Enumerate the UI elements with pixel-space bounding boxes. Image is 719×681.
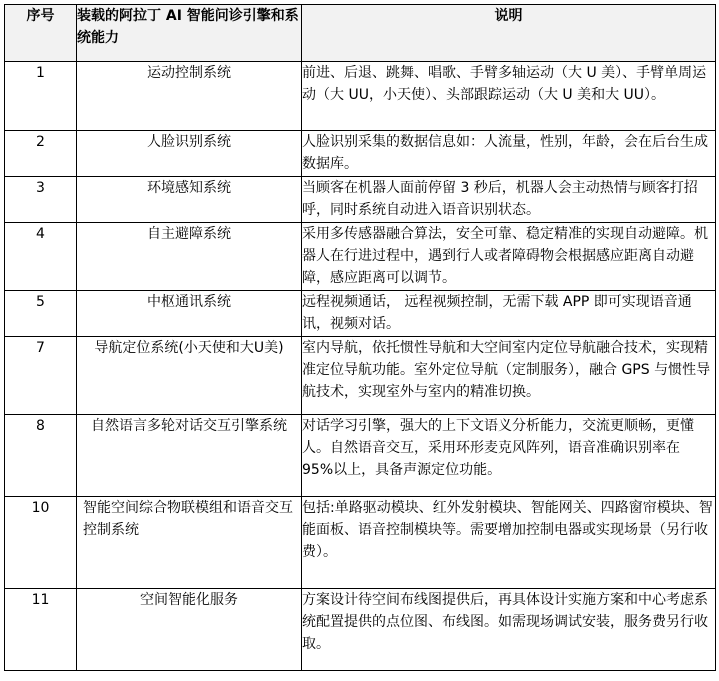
table-row bbox=[5, 497, 716, 589]
row-no: 7 bbox=[5, 337, 77, 415]
row-no: 10 bbox=[5, 497, 77, 589]
table-row bbox=[5, 177, 716, 223]
row-no: 1 bbox=[5, 62, 77, 131]
row-system: 中枢通讯系统 bbox=[77, 291, 302, 337]
row-description: 包括:单路驱动模块、红外发射模块、智能网关、四路窗帘模块、智能面板、语音控制模块等。需要增加控制电器或实现场景（另行收费）。 bbox=[302, 497, 716, 589]
table-row bbox=[5, 223, 716, 291]
row-description: 当顾客在机器人面前停留 3 秒后，机器人会主动热情与顾客打招呼，同时系统自动进入语音识别状态。 bbox=[302, 177, 716, 223]
header-description: 说明 bbox=[302, 5, 716, 62]
row-description: 方案设计待空间布线图提供后，再具体设计实施方案和中心考虑系统配置提供的点位图、布线图。如需现场调试安装，服务费另行收取。 bbox=[302, 589, 716, 671]
header-row bbox=[5, 5, 716, 62]
row-description: 远程视频通话， 远程视频控制，无需下载 APP 即可实现语音通讯，视频对话。 bbox=[302, 291, 716, 337]
row-system: 自然语言多轮对话交互引擎系统 bbox=[77, 415, 302, 497]
row-description: 前进、后退、跳舞、唱歌、手臂多轴运动（大 U 美）、手臂单周运动（大 UU，小天使）、头部跟踪运动（大 U 美和大 UU）。 bbox=[302, 62, 716, 131]
header-no: 序号 bbox=[5, 5, 77, 62]
row-no: 2 bbox=[5, 131, 77, 177]
table-row bbox=[5, 337, 716, 415]
row-system: 智能空间综合物联模组和语音交互控制系统 bbox=[77, 497, 302, 589]
row-no: 3 bbox=[5, 177, 77, 223]
header-system: 装载的阿拉丁 AI 智能问诊引擎和系统能力 bbox=[77, 5, 302, 62]
row-no: 5 bbox=[5, 291, 77, 337]
row-system: 人脸识别系统 bbox=[77, 131, 302, 177]
row-no: 11 bbox=[5, 589, 77, 671]
row-description: 室内导航，依托惯性导航和大空间室内定位导航融合技术，实现精准定位导航功能。室外定位导航（定制服务），融合 GPS 与惯性导航技术，实现室外与室内的精准切换。 bbox=[302, 337, 716, 415]
row-no: 4 bbox=[5, 223, 77, 291]
table-row bbox=[5, 589, 716, 671]
table-row bbox=[5, 415, 716, 497]
row-description: 人脸识别采集的数据信息如：人流量，性别，年龄，会在后台生成数据库。 bbox=[302, 131, 716, 177]
row-no: 8 bbox=[5, 415, 77, 497]
row-description: 采用多传感器融合算法，安全可靠、稳定精准的实现自动避障。机器人在行进过程中，遇到行人或者障碍物会根据感应距离自动避障，感应距离可以调节。 bbox=[302, 223, 716, 291]
row-system: 空间智能化服务 bbox=[77, 589, 302, 671]
capability-table bbox=[4, 4, 716, 671]
table-row bbox=[5, 291, 716, 337]
row-system: 运动控制系统 bbox=[77, 62, 302, 131]
table-row bbox=[5, 131, 716, 177]
row-description: 对话学习引擎，强大的上下文语义分析能力，交流更顺畅，更懂人。自然语音交互，采用环形麦克风阵列，语音准确识别率在 95%以上，具备声源定位功能。 bbox=[302, 415, 716, 497]
row-system: 环境感知系统 bbox=[77, 177, 302, 223]
row-system: 自主避障系统 bbox=[77, 223, 302, 291]
row-system: 导航定位系统(小天使和大U美) bbox=[77, 337, 302, 415]
table-row bbox=[5, 62, 716, 131]
